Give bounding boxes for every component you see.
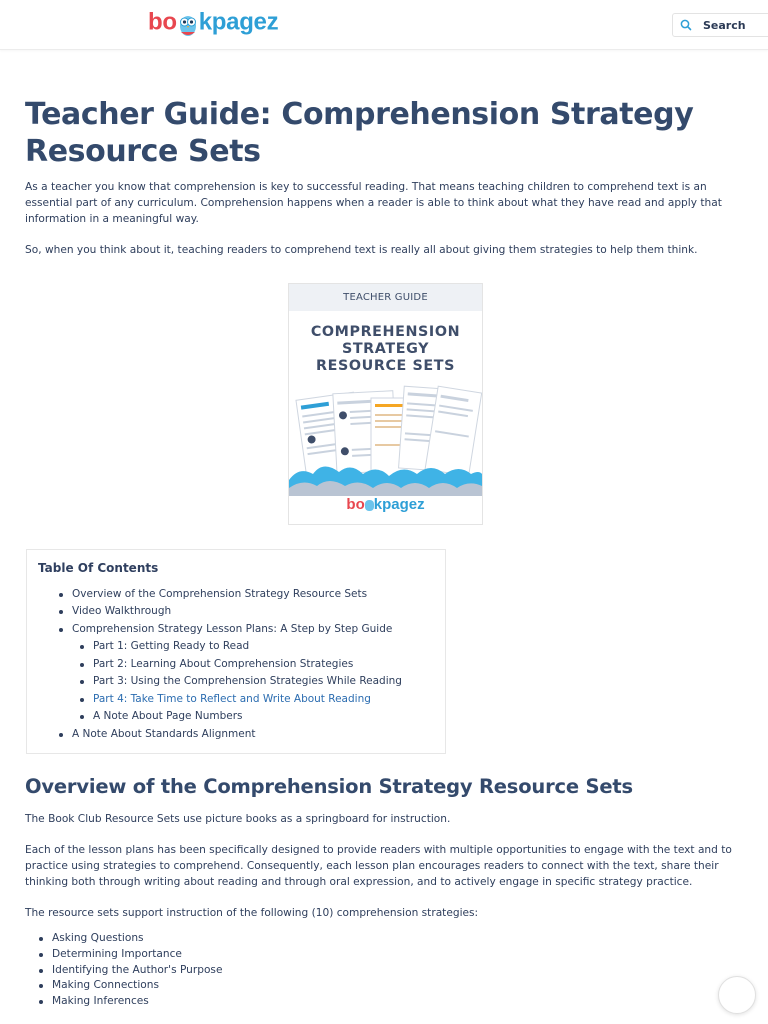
search-icon[interactable] — [679, 18, 693, 32]
cover-logo-part2: kpagez — [373, 496, 425, 513]
teacher-guide-cover-image — [288, 283, 483, 525]
overview-paragraph-3: The resource sets support instruction of the following (10) comprehension strategies: — [25, 907, 479, 919]
cover-bookpagez-logo — [289, 496, 482, 513]
toc-link-overview[interactable]: Overview of the Comprehension Strategy Resource Sets — [72, 588, 368, 600]
owl-icon — [178, 8, 198, 38]
list-item: Asking Questions — [52, 932, 144, 944]
list-item: Making Inferences — [52, 995, 149, 1007]
page-title: Teacher Guide: Comprehension Strategy Resource Sets — [25, 97, 694, 169]
cover-heading-line-1: COMPREHENSION — [310, 324, 461, 340]
cover-label: TEACHER GUIDE — [343, 292, 428, 303]
toc-link-part-3[interactable]: Part 3: Using the Comprehension Strategies While Reading — [93, 675, 402, 687]
logo-text-part2: kpagez — [198, 8, 279, 36]
logo-text-part1: bo — [148, 8, 177, 36]
toc-link-page-numbers[interactable]: A Note About Page Numbers — [93, 710, 243, 722]
cover-logo-part1: bo — [346, 496, 365, 513]
search-box[interactable] — [672, 13, 768, 37]
overview-paragraph-2: Each of the lesson plans has been specifically designed to provide readers with multiple opportunities to engage with the text and to practice using strategies to comprehend. Consequently, each lesson plan encourages readers to connect with the text, share their thinking both through writing about reading and through oral expression, and to actively engage in specific strategy practice. — [25, 844, 732, 888]
cover-owl-icon — [365, 500, 374, 511]
section-heading-overview: Overview of the Comprehension Strategy Resource Sets — [25, 775, 633, 798]
toc-link-part-4[interactable]: Part 4: Take Time to Reflect and Write About Reading — [93, 693, 371, 705]
site-header — [0, 0, 768, 50]
toc-link-video-walkthrough[interactable]: Video Walkthrough — [72, 605, 172, 617]
list-item: Identifying the Author's Purpose — [52, 964, 223, 976]
search-input[interactable] — [703, 19, 768, 32]
cover-heading-line-2: STRATEGY — [341, 341, 430, 357]
list-item: Determining Importance — [52, 948, 182, 960]
cover-heading-line-3: RESOURCE SETS — [316, 358, 455, 374]
toc-title: Table Of Contents — [38, 561, 159, 575]
bookpagez-logo[interactable] — [148, 6, 278, 40]
table-of-contents — [26, 549, 446, 754]
toc-link-standards[interactable]: A Note About Standards Alignment — [72, 728, 256, 740]
overview-paragraph-1: The Book Club Resource Sets use picture books as a springboard for instruction. — [25, 813, 451, 825]
intro-paragraph-2: So, when you think about it, teaching readers to comprehend text is really all about giving them strategies to help them think. — [25, 244, 698, 256]
worksheet-pages-illustration — [289, 284, 482, 524]
toc-link-part-1[interactable]: Part 1: Getting Ready to Read — [93, 640, 250, 652]
intro-paragraph: As a teacher you know that comprehension is key to successful reading. That means teaching children to comprehend text is an essential part of any curriculum. Comprehension happens when a reader is able to think about what they have read and apply that information in a meaningful way. — [25, 181, 722, 225]
list-item: Making Connections — [52, 979, 159, 991]
chat-widget-button[interactable] — [718, 976, 756, 1014]
toc-link-lesson-plans[interactable]: Comprehension Strategy Lesson Plans: A Step by Step Guide — [72, 623, 393, 635]
toc-link-part-2[interactable]: Part 2: Learning About Comprehension Strategies — [93, 658, 354, 670]
